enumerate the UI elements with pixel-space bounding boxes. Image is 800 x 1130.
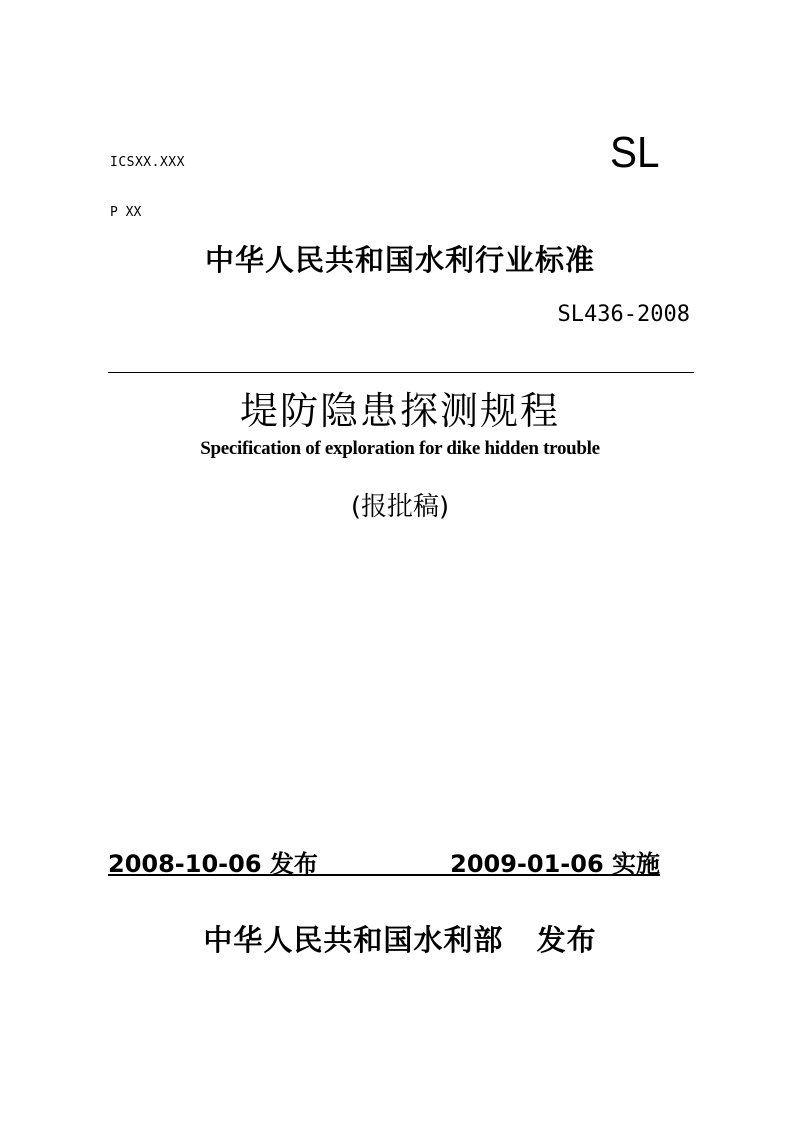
issue-date: 2008-10-06 发布 <box>108 850 318 878</box>
dates-divider <box>108 874 660 876</box>
standard-title: 中华人民共和国水利行业标准 <box>204 243 595 277</box>
ics-code: ICSXX.XXX <box>110 155 185 170</box>
document-subtitle-english: Specification of exploration for dike hidden trouble <box>200 438 600 459</box>
header-divider <box>108 372 694 373</box>
document-title: 堤防隐患探测规程 <box>239 389 560 433</box>
classification-code: P XX <box>110 205 142 220</box>
implementation-date: 2009-01-06 实施 <box>450 850 660 878</box>
sl-standard-mark: SL <box>610 128 660 177</box>
draft-note: (报批稿) <box>350 492 450 522</box>
publisher: 中华人民共和国水利部 发布 <box>203 923 597 957</box>
standard-number: SL436-2008 <box>557 302 690 327</box>
